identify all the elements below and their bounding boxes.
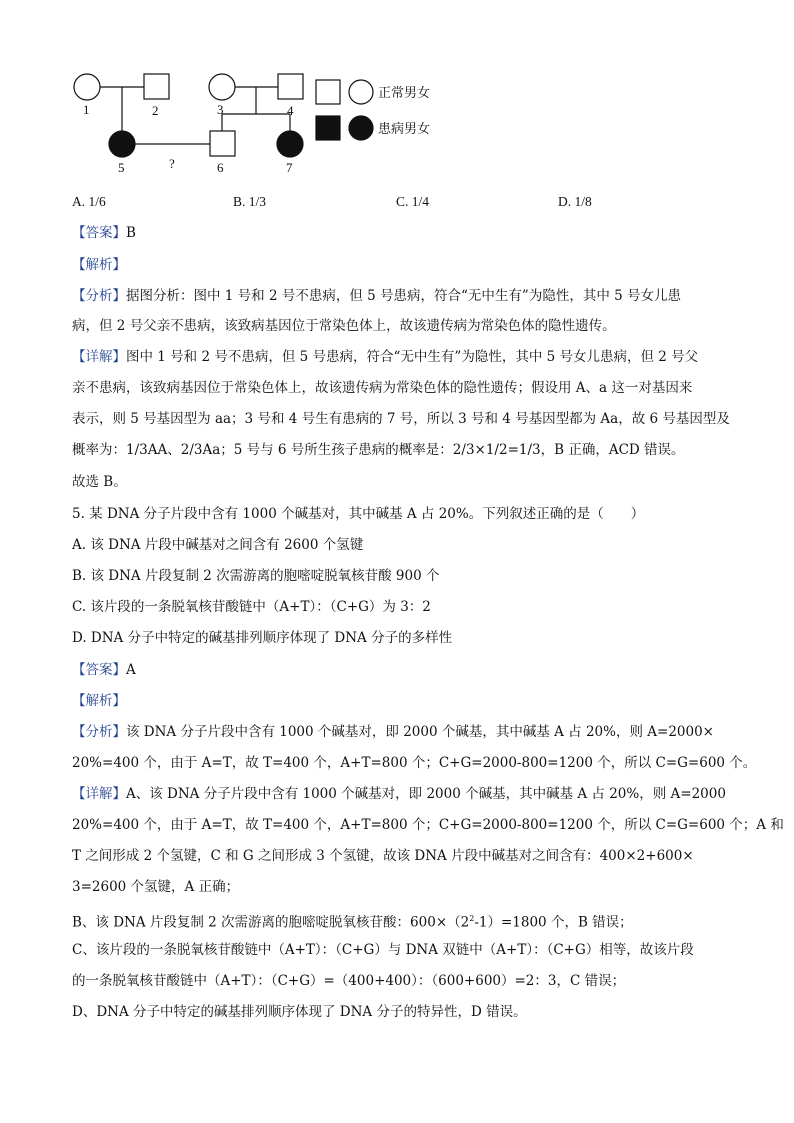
choice-c: C. 1/4 xyxy=(396,194,430,209)
legend-affected-label: 患病男女 xyxy=(378,121,431,136)
q5-xiangjie-text-1: A、该 DNA 分子片段中含有 1000 个碱基对，即 2000 个碱基，其中碱基 A 占 20%，则 A=2000 xyxy=(126,786,726,802)
q5-option-c: C. 该片段的一条脱氧核苷酸链中（A+T）：（C+G）为 3：2 xyxy=(72,599,431,615)
choice-b: B. 1/3 xyxy=(233,194,267,209)
individual-2-normal-male xyxy=(144,74,169,99)
q4-answer-line xyxy=(72,223,136,243)
xiangjie-tag: 【详解】 xyxy=(72,786,126,802)
label-2: 2 xyxy=(152,103,159,118)
analysis-tag: 【解析】 xyxy=(72,257,126,273)
answer-tag: 【答案】 xyxy=(72,225,126,241)
legend-normal-female-symbol xyxy=(349,80,373,104)
answer-tag: 【答案】 xyxy=(72,662,126,678)
q5-fenxi-line-1 xyxy=(72,722,714,742)
q4-fenxi-line-1 xyxy=(72,286,681,306)
q5-analysis-heading xyxy=(72,691,126,711)
q4-answer: B xyxy=(126,225,136,241)
q4-fenxi-text-1: 据图分析：图中 1 号和 2 号不患病，但 5 号患病，符合“无中生有”为隐性，其中 5 号女儿患 xyxy=(126,288,681,304)
legend-affected-female-symbol xyxy=(349,116,373,140)
legend-normal-label: 正常男女 xyxy=(378,85,431,100)
choice-a: A. 1/6 xyxy=(72,194,106,209)
q5-b-text-pre: B、该 DNA 片段复制 2 次需游离的胞嘧啶脱氧核苷酸：600×（2 xyxy=(72,914,470,931)
q5-xiangjie-line-3: T 之间形成 2 个氢键，C 和 G 之间形成 3 个氢键，故该 DNA 片段中碱基对之间含有：400×2+600× xyxy=(72,848,694,864)
q4-xiangjie-line-3: 表示，则 5 号基因型为 aa；3 号和 4 号生有患病的 7 号，所以 3 号和 4 号基因型都为 Aa，故 6 号基因型及 xyxy=(72,411,730,427)
q5-stem: 5. 某 DNA 分子片段中含有 1000 个碱基对，其中碱基 A 占 20%。下列叙述正确的是（ ） xyxy=(72,506,645,522)
q4-conclusion: 故选 B。 xyxy=(72,474,127,490)
legend-normal-male-symbol xyxy=(316,80,340,104)
q5-d-explanation: D、DNA 分子中特定的碱基排列顺序体现了 DNA 分子的特异性，D 错误。 xyxy=(72,1004,527,1020)
fenxi-tag: 【分析】 xyxy=(72,288,126,304)
label-3: 3 xyxy=(217,102,224,117)
q5-answer-line xyxy=(72,660,136,680)
q4-xiangjie-text-1: 图中 1 号和 2 号不患病，但 5 号患病，符合“无中生有”为隐性，其中 5 号女儿患病，但 2 号父 xyxy=(126,349,699,365)
choice-d: D. 1/8 xyxy=(558,194,592,209)
q4-analysis-heading xyxy=(72,255,126,275)
label-6: 6 xyxy=(217,160,224,175)
q5-b-text-post: -1）=1800 个，B 错误； xyxy=(474,914,633,931)
individual-7-affected-female xyxy=(277,131,303,157)
label-question: ? xyxy=(169,156,175,171)
q5-b-superscript: 2 xyxy=(469,914,475,923)
individual-6-normal-male xyxy=(210,131,235,156)
individual-4-normal-male xyxy=(278,74,303,99)
q4-xiangjie-line-2: 亲不患病，该致病基因位于常染色体上，故该遗传病为常染色体的隐性遗传；假设用 A、a 这一对基因来 xyxy=(72,380,693,396)
label-7: 7 xyxy=(286,160,293,175)
legend-affected-male-symbol xyxy=(316,116,340,140)
individual-3-normal-female xyxy=(209,74,235,100)
q5-option-b: B. 该 DNA 片段复制 2 次需游离的胞嘧啶脱氧核苷酸 900 个 xyxy=(72,568,440,584)
xiangjie-tag: 【详解】 xyxy=(72,349,126,365)
analysis-tag: 【解析】 xyxy=(72,693,126,709)
q5-fenxi-text-1: 该 DNA 分子片段中含有 1000 个碱基对，即 2000 个碱基，其中碱基 A 占 20%，则 A=2000× xyxy=(126,724,714,740)
q5-answer: A xyxy=(126,662,136,678)
label-5: 5 xyxy=(118,160,125,175)
q5-c-explanation-2: 的一条脱氧核苷酸链中（A+T）：（C+G）=（400+400）：（600+600）=2：3，C 错误； xyxy=(72,973,626,989)
q5-xiangjie-line-2: 20%=400 个，由于 A=T，故 T=400 个，A+T=800 个；C+G=2000-800=1200 个，所以 C=G=600 个；A 和 xyxy=(72,817,784,833)
q4-xiangjie-line-4: 概率为：1/3AA、2/3Aa；5 号与 6 号所生孩子患病的概率是：2/3×1/2=1/3，B 正确，ACD 错误。 xyxy=(72,442,685,458)
q4-fenxi-line-2: 病，但 2 号父亲不患病，该致病基因位于常染色体上，故该遗传病为常染色体的隐性遗传。 xyxy=(72,318,616,334)
fenxi-tag: 【分析】 xyxy=(72,724,126,740)
label-1: 1 xyxy=(83,102,90,117)
q5-xiangjie-line-4: 3=2600 个氢键，A 正确； xyxy=(72,879,240,895)
q5-c-explanation-1: C、该片段的一条脱氧核苷酸链中（A+T）：（C+G）与 DNA 双链中（A+T）：（C+G）相等，故该片段 xyxy=(72,942,694,958)
label-4: 4 xyxy=(287,103,294,118)
q4-xiangjie-line-1 xyxy=(72,347,698,367)
q5-b-explanation xyxy=(72,909,633,933)
q5-xiangjie-line-1 xyxy=(72,784,726,804)
q5-option-d: D. DNA 分子中特定的碱基排列顺序体现了 DNA 分子的多样性 xyxy=(72,630,453,646)
q5-option-a: A. 该 DNA 片段中碱基对之间含有 2600 个氢键 xyxy=(72,537,364,553)
q5-fenxi-line-2: 20%=400 个，由于 A=T，故 T=400 个，A+T=800 个；C+G=2000-800=1200 个，所以 C=G=600 个。 xyxy=(72,755,757,771)
individual-1-normal-female xyxy=(74,74,100,100)
pedigree-diagram xyxy=(60,60,460,190)
individual-5-affected-female xyxy=(109,131,135,157)
